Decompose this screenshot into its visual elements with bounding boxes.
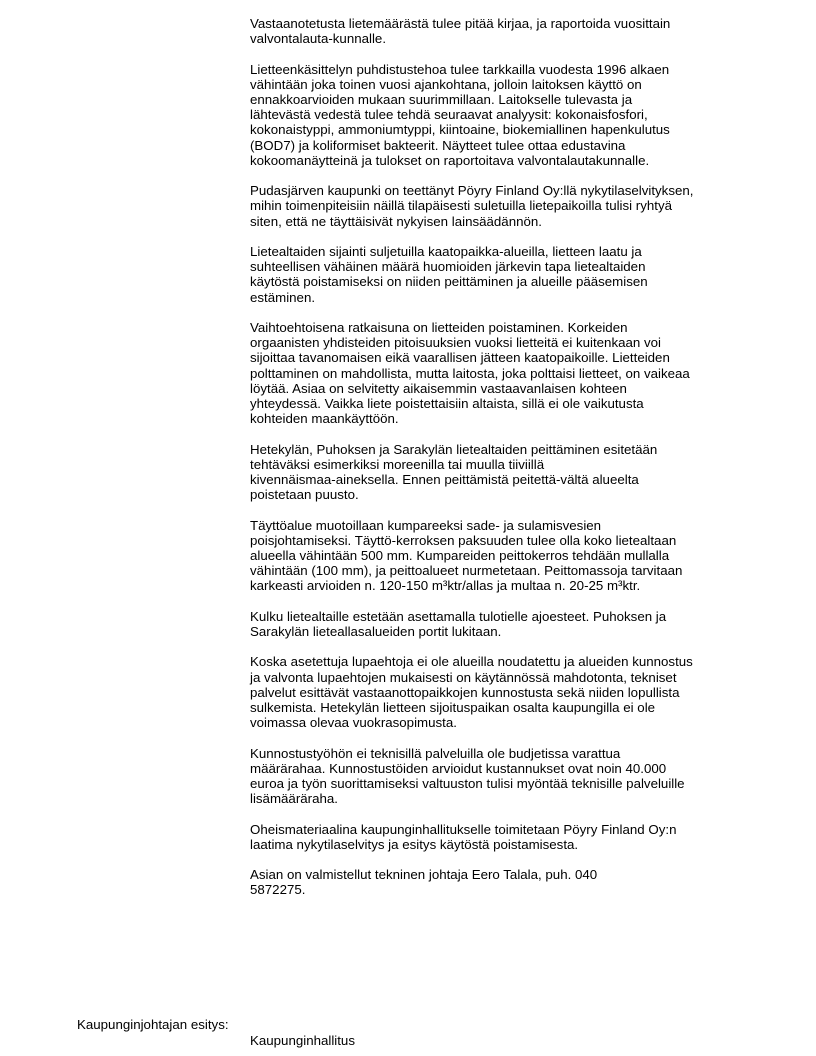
- paragraph-sludge-removal-alternative: Vaihtoehtoisena ratkaisuna on lietteiden poistaminen. Korkeiden orgaanisten yhdisteiden pitoisuuksien vuoksi lietteitä ei kuitenkaan voi sijoittaa tavanomaisen eikä vaarallisen jätteen kaatopaikoille. Lietteiden polttaminen on mahdollista, mutta laitosta, joka polttaisi lietteet, on vaikeaa löytää. Asiaa on selvitetty aikaisemmin vastaavanlaisen kohteen yhteydessä. Vaikka liete poistettaisiin altaista, sillä ei ole vaikutusta kohteiden maankäyttöön.: [250, 320, 690, 427]
- paragraph-fill-area-shaping: Täyttöalue muotoillaan kumpareeksi sade- ja sulamisvesien poisjohtamiseksi. Täyttö-kerroksen paksuuden tulee olla koko lietealtaan alueella vähintään 500 mm. Kumpareiden peittokerros tehdään mullalla vähintään (100 mm), ja peittoalueet nurmetetaan. Peittomassoja tarvitaan karkeasti arvioiden n. 120-150 m³ktr/allas ja multaa n. 20-25 m³ktr.: [250, 517, 683, 594]
- paragraph-budget: Kunnostustyöhön ei teknisillä palveluilla ole budjetissa varattua määrärahaa. Kunnostustöiden arvioidut kustannukset ovat noin 40.000 euroa ja työn suorittamiseksi valtuuston tulisi myöntää teknisille palveluille lisämääräraha.: [250, 745, 685, 807]
- paragraph-record-keeping: Vastaanotetusta lietemäärästä tulee pitää kirjaa, ja raportoida vuosittain valvontalauta-kunnalle.: [250, 16, 671, 47]
- paragraph-status-survey: Pudasjärven kaupunki on teettänyt Pöyry Finland Oy:llä nykytilaselvityksen, mihin toimenpiteisiin näillä tilapäisesti suletuilla lietepaikoilla tulisi ryhtyä siten, että ne täyttäisivät nykyisen lainsäädännön.: [250, 183, 694, 229]
- paragraph-permit-conditions: Koska asetettuja lupaehtoja ei ole alueilla noudatettu ja alueiden kunnostus ja valvonta lupaehtojen mukaisesti on käytännössä mahdotonta, tekniset palvelut esittävät vastaanottopaikkojen kunnostusta sekä niiden lopullista sulkemista. Hetekylän lietteen sijoituspaikan osalta kaupungilla ei ole voimassa olevaa vuokrasopimusta.: [250, 654, 693, 731]
- paragraph-covering-method: Lietealtaiden sijainti suljetuilla kaatopaikka-alueilla, lietteen laatu ja suhteellisen vähäinen määrä huomioiden järkevin tapa lietealtaiden käytöstä poistamiseksi on niiden peittäminen ja alueille pääsemisen estäminen.: [250, 244, 648, 305]
- paragraph-treatment-monitoring: Lietteenkäsittelyn puhdistustehoa tulee tarkkailla vuodesta 1996 alkaen vähintään joka toinen vuosi ajankohtana, jolloin laitoksen käyttö on ennakkoarvioiden mukaan suurimmillaan. Laitokselle tulevasta ja lähtevästä vedestä tulee tehdä seuraavat analyysit: kokonaisfosfori, kokonaistyppi, ammoniumtyppi, kiintoaine, biokemiallinen hapenkulutus (BOD7) ja koliformiset bakteerit. Näytteet tulee ottaa edustavina kokoomanäytteinä ja tulokset on raportoitava valvontalautakunnalle.: [250, 61, 670, 168]
- paragraph-basin-covering: Hetekylän, Puhoksen ja Sarakylän lietealtaiden peittäminen esitetään tehtäväksi esimerkiksi moreenilla tai muulla tiiviillä kivennäismaa-aineksella. Ennen peittämistä peitettä-vältä alueelta poistetaan puusto.: [250, 441, 658, 503]
- paragraph-access-prevention: Kulku lietealtaille estetään asettamalla tulotielle ajoesteet. Puhoksen ja Sarakylän lieteallasalueiden portit lukitaan.: [250, 608, 667, 640]
- city-board-heading: Kaupunginhallitus: [250, 1033, 355, 1048]
- paragraph-attachments: Oheismateriaalina kaupunginhallitukselle toimitetaan Pöyry Finland Oy:n laatima nykytilaselvitys ja esitys käytöstä poistamisesta.: [250, 821, 677, 852]
- proposal-side-label: Kaupunginjohtajan esitys:: [77, 1017, 229, 1032]
- paragraph-preparer: Asian on valmistellut tekninen johtaja Eero Talala, puh. 040 5872275.: [250, 867, 598, 898]
- document-body: [250, 16, 750, 913]
